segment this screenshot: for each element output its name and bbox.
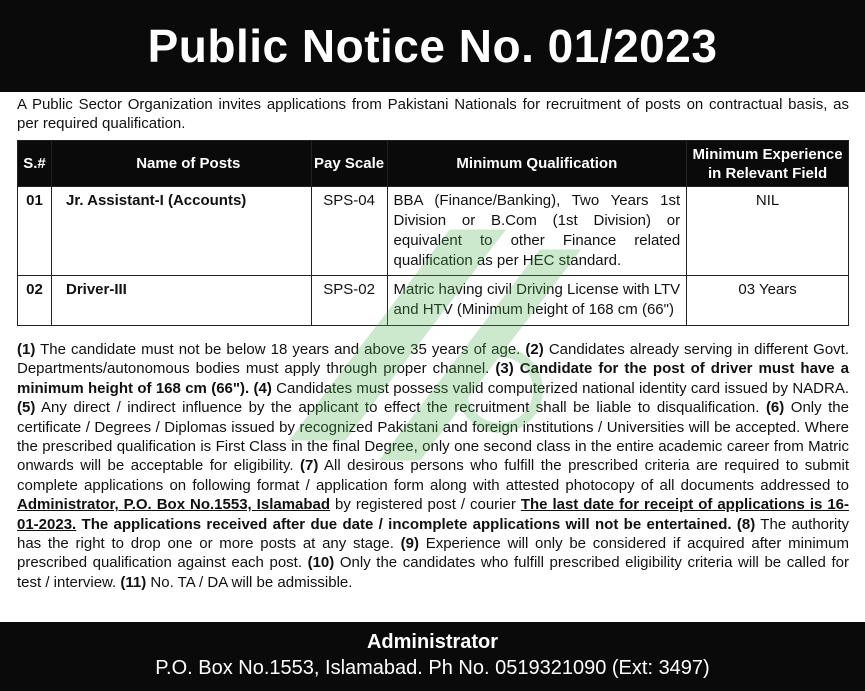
header-name: Name of Posts bbox=[51, 141, 311, 187]
notice-title: Public Notice No. 01/2023 bbox=[0, 0, 865, 92]
row-sn: 02 bbox=[18, 276, 52, 326]
cond-text: Candidates already serving in different Govt. Departments/autonomous bodies must apply through proper channel. bbox=[17, 341, 849, 378]
intro-paragraph: A Public Sector Organization invites applications from Pakistani Nationals for recruitment of posts on contractual basis, as per required qualification. bbox=[17, 96, 849, 132]
row-pay: SPS-04 bbox=[311, 187, 387, 276]
cond-num: (1) bbox=[17, 341, 36, 358]
cond-text: Only the candidates who fulfill prescribed eligibility criteria will be called for test / interview. bbox=[17, 554, 849, 591]
cond-num: (11) bbox=[120, 573, 147, 591]
cond-text: Any direct / indirect influence by the applicant to effect the recruitment shall be liable to disqualification. bbox=[35, 399, 766, 417]
cond-text: No. TA / DA will be admissible. bbox=[146, 573, 353, 591]
row-qualification: BBA (Finance/Banking), Two Years 1st Division or B.Com (1st Division) or equivalent to other Finance related qualification as per HEC standard. bbox=[387, 187, 687, 276]
cond-num: (2) bbox=[525, 341, 544, 358]
table-row bbox=[18, 187, 849, 276]
cond-num: (7) bbox=[299, 457, 319, 475]
last-date-notice: The last date for receipt of applications is 16-01-2023. bbox=[17, 496, 849, 533]
table-header-row bbox=[18, 141, 849, 187]
cond-text: All desirous persons who fulfill the prescribed criteria are required to submit complete applications on following format / application form along with attested photocopy of all documents addressed to bbox=[17, 457, 849, 494]
cond-text: The candidate must not be below 18 years and above 35 years of age. bbox=[35, 341, 526, 358]
cond-text: by registered post / courier bbox=[330, 496, 521, 514]
cond-num: (9) bbox=[400, 535, 419, 553]
cond-text: Candidates must possess valid computerized national identity card issued by NADRA. bbox=[271, 379, 849, 397]
footer-address: P.O. Box No.1553, Islamabad. Ph No. 0519321090 (Ext: 3497) bbox=[155, 657, 710, 679]
row-experience: 03 Years bbox=[687, 276, 849, 326]
row-qualification: Matric having civil Driving License with LTV and HTV (Minimum height of 168 cm (66") bbox=[387, 276, 687, 326]
conditions-paragraph bbox=[17, 340, 849, 592]
cond-text-bold: Candidate for the post of driver must have a minimum height of 168 cm (66"). bbox=[17, 360, 849, 397]
cond-num: (4) bbox=[249, 379, 272, 397]
cond-num: (8) bbox=[731, 515, 756, 533]
row-name: Jr. Assistant-I (Accounts) bbox=[51, 187, 311, 276]
cond-text-bold: The applications received after due date / incomplete applications will not be entertained. bbox=[76, 515, 732, 533]
header-qualification: Minimum Qualification bbox=[387, 141, 687, 187]
mailing-address: Administrator, P.O. Box No.1553, Islamabad bbox=[17, 496, 331, 514]
cond-num: (10) bbox=[307, 554, 335, 572]
row-pay: SPS-02 bbox=[311, 276, 387, 326]
cond-text: Only the certificate / Degrees / Diplomas issued by recognized Pakistani and foreign institutions / Universities will be accepted. Where the prescribed qualification is First Class in the final Degree, only one second class in the entire academic career from Matric onwards will be acceptable for eligibility. bbox=[17, 399, 849, 475]
cond-num: (5) bbox=[17, 399, 36, 417]
row-experience: NIL bbox=[687, 187, 849, 276]
cond-text: The authority has the right to drop one or more posts at any stage. bbox=[17, 515, 849, 553]
header-experience: Minimum Experience in Relevant Field bbox=[687, 141, 849, 187]
row-sn: 01 bbox=[18, 187, 52, 276]
cond-text: Experience will only be considered if acquired after minimum prescribed qualification against each post. bbox=[17, 535, 849, 572]
row-name: Driver-III bbox=[51, 276, 311, 326]
header-sn: S.# bbox=[18, 141, 52, 187]
cond-num: (3) bbox=[495, 360, 514, 378]
header-pay: Pay Scale bbox=[311, 141, 387, 187]
table-row bbox=[18, 276, 849, 326]
footer-authority: Administrator bbox=[366, 631, 499, 653]
cond-num: (6) bbox=[765, 399, 785, 417]
posts-table bbox=[17, 140, 849, 326]
notice-footer bbox=[0, 622, 865, 691]
